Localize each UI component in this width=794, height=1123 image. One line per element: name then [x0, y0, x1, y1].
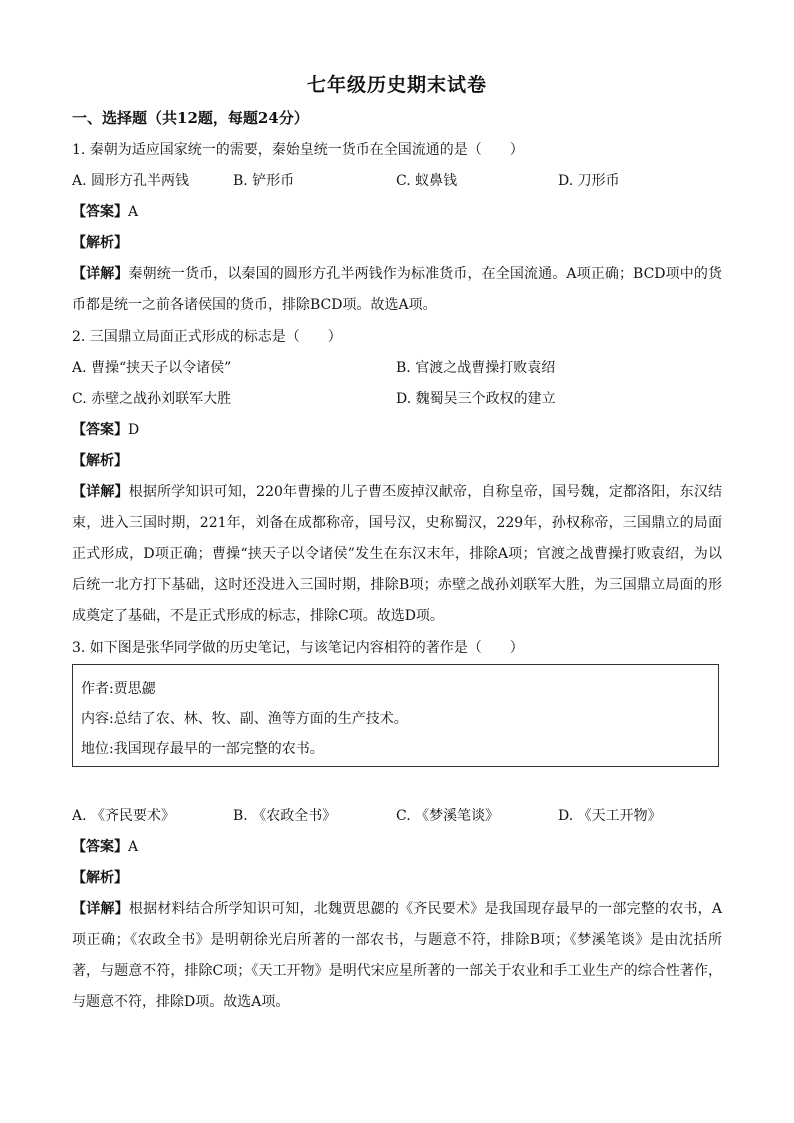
- q3-option-b: B. 《农政全书》: [233, 808, 337, 824]
- question-3-stem: 3. 如下图是张华同学做的历史笔记，与该笔记内容相符的著作是（ ）: [72, 640, 524, 656]
- q1-answer: [72, 202, 138, 222]
- answer-value: A: [128, 839, 139, 855]
- q2-option-d: D. 魏蜀吴三个政权的建立: [396, 391, 556, 407]
- note-box: [72, 664, 719, 767]
- answer-tag: 【答案】: [72, 422, 128, 438]
- note-author: 作者:贾思勰: [81, 681, 156, 697]
- q2-option-a: A. 曹操“挟天子以令诸侯”: [72, 360, 232, 376]
- q3-option-a: A. 《齐民要术》: [72, 808, 176, 824]
- q3-detail: [72, 894, 722, 1018]
- answer-tag: 【答案】: [72, 204, 128, 220]
- answer-value: A: [128, 204, 139, 220]
- note-status: 地位:我国现存最早的一部完整的农书。: [81, 741, 324, 757]
- q1-analysis-tag: 【解析】: [72, 235, 128, 251]
- section-heading: 一、选择题（共12题，每题24分）: [72, 109, 309, 127]
- detail-tag: 【详解】: [72, 484, 129, 500]
- detail-text: 秦朝统一货币，以秦国的圆形方孔半两钱作为标准货币，在全国流通。A项正确；BCD项中的货币都是统一之前各诸侯国的货币，排除BCD项。故选A项。: [72, 266, 723, 313]
- q1-option-c: C. 蚁鼻钱: [396, 173, 458, 189]
- q3-option-d: D. 《天工开物》: [558, 808, 662, 824]
- answer-value: D: [128, 422, 140, 438]
- q3-option-c: C. 《梦溪笔谈》: [396, 808, 500, 824]
- q1-option-a: A. 圆形方孔半两钱: [72, 173, 190, 189]
- q1-option-d: D. 刀形币: [558, 173, 620, 189]
- q1-option-b: B. 铲形币: [233, 173, 295, 189]
- question-2-stem: 2. 三国鼎立局面正式形成的标志是（ ）: [72, 329, 342, 345]
- detail-text: 根据所学知识可知，220年曹操的儿子曹丕废掉汉献帝，自称皇帝，国号魏，定都洛阳，东汉结束，进入三国时期，221年，刘备在成都称帝，国号汉，史称蜀汉，229年，孙权称帝，三国鼎立的局面正式形成，D项正确；曹操“挟天子以令诸侯”发生在东汉末年，排除A项；官渡之战曹操打败袁绍，为以后统一北方打下基础，这时还没进入三国时期，排除B项；赤壁之战孙刘联军大胜，为三国鼎立局面的形成奠定了基础，不是正式形成的标志，排除C项。故选D项。: [72, 484, 722, 624]
- q2-option-b: B. 官渡之战曹操打败袁绍: [396, 360, 556, 376]
- detail-tag: 【详解】: [72, 901, 129, 917]
- q2-answer: [72, 420, 139, 440]
- q3-analysis-tag: 【解析】: [72, 870, 128, 886]
- page-title: 七年级历史期末试卷: [306, 74, 487, 96]
- question-1-stem: 1. 秦朝为适应国家统一的需要，秦始皇统一货币在全国流通的是（ ）: [72, 142, 524, 158]
- q3-answer: [72, 837, 138, 857]
- q2-detail: [72, 477, 722, 632]
- q1-detail: [72, 259, 722, 321]
- detail-tag: 【详解】: [72, 266, 129, 282]
- detail-text: 根据材料结合所学知识可知，北魏贾思勰的《齐民要术》是我国现存最早的一部完整的农书，A项正确；《农政全书》是明朝徐光启所著的一部农书，与题意不符，排除B项；《梦溪笔谈》是由沈括所著，与题意不符，排除C项；《天工开物》是明代宋应星所著的一部关于农业和手工业生产的综合性著作，与题意不符，排除D项。故选A项。: [72, 901, 723, 1010]
- q2-option-c: C. 赤壁之战孙刘联军大胜: [72, 391, 232, 407]
- note-content: 内容:总结了农、林、牧、副、渔等方面的生产技术。: [81, 711, 408, 727]
- answer-tag: 【答案】: [72, 839, 128, 855]
- q2-analysis-tag: 【解析】: [72, 453, 128, 469]
